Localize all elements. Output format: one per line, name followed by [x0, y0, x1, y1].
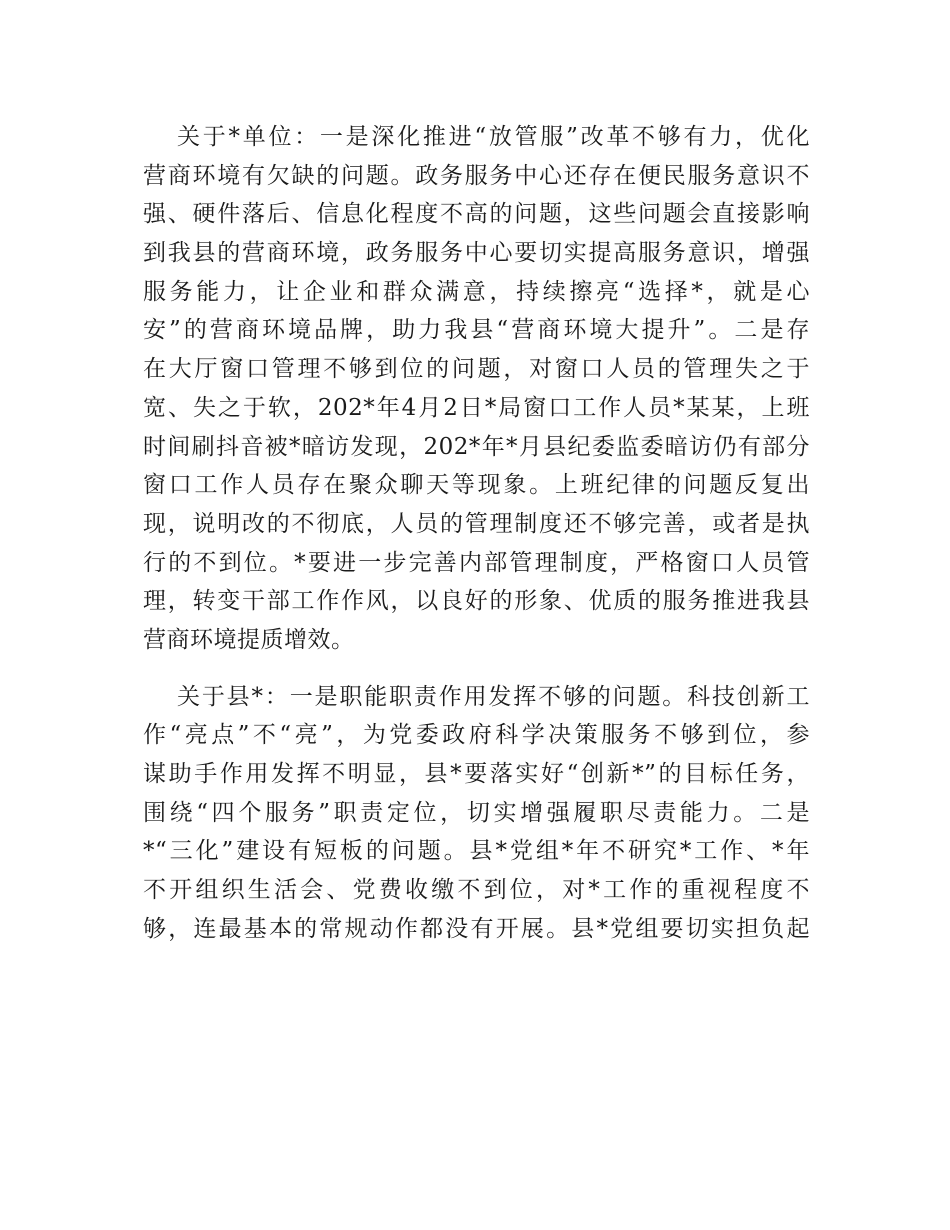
paragraph-line: 时间刷抖音被*暗访发现，202*年*月县纪委监委暗访仍有部分: [143, 433, 810, 460]
paragraph-line: 到我县的营商环境，政务服务中心要切实提高服务意识，增强: [143, 240, 810, 267]
paragraph-line: 营商环境有欠缺的问题。政务服务中心还存在便民服务意识不: [143, 162, 810, 189]
paragraph-line: 现，说明改的不彻底，人员的管理制度还不够完善，或者是执: [143, 510, 810, 537]
paragraph-line: 安”的营商环境品牌，助力我县“营商环境大提升”。二是存: [143, 317, 810, 344]
paragraph-line: 关于县*：一是职能职责作用发挥不够的问题。科技创新工: [177, 683, 810, 710]
paragraph-line: 宽、失之于软，202*年4月2日*局窗口工作人员*某某，上班: [143, 394, 810, 421]
paragraph-unit: [143, 118, 810, 660]
paragraph-line: 在大厅窗口管理不够到位的问题，对窗口人员的管理失之于: [143, 356, 810, 383]
paragraph-spacer: [143, 660, 810, 678]
paragraph-line: 围绕“四个服务”职责定位，切实增强履职尽责能力。二是: [143, 799, 810, 826]
paragraph-line: 窗口工作人员存在聚众聊天等现象。上班纪律的问题反复出: [143, 472, 810, 499]
paragraph-line: 服务能力，让企业和群众满意，持续擦亮“选择*，就是心: [143, 278, 810, 305]
paragraph-line: 作“亮点”不“亮”，为党委政府科学决策服务不够到位，参: [143, 722, 810, 749]
paragraph-line: *“三化”建设有短板的问题。县*党组*年不研究*工作、*年: [143, 838, 810, 865]
paragraph-line: 理，转变干部工作作风，以良好的形象、优质的服务推进我县: [143, 588, 810, 615]
paragraph-line: 不开组织生活会、党费收缴不到位，对*工作的重视程度不: [143, 877, 810, 904]
paragraph-line: 够，连最基本的常规动作都没有开展。县*党组要切实担负起: [143, 915, 810, 942]
paragraph-line: 强、硬件落后、信息化程度不高的问题，这些问题会直接影响: [143, 201, 810, 228]
paragraph-line: 行的不到位。*要进一步完善内部管理制度，严格窗口人员管: [143, 549, 810, 576]
document-body: [143, 118, 810, 948]
paragraph-line: 谋助手作用发挥不明显，县*要落实好“创新*”的目标任务，: [143, 761, 810, 787]
paragraph-line: 营商环境提质增效。: [143, 626, 355, 653]
paragraph-line: 关于*单位：一是深化推进“放管服”改革不够有力，优化: [177, 124, 810, 150]
paragraph-county: [143, 678, 810, 949]
